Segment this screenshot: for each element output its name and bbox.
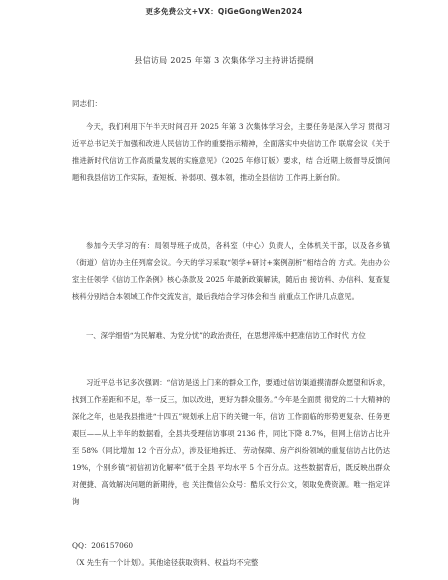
paragraph-attendees: 参加今天学习的有：局领导班子成员，各科室（中心）负责人，全体机关干部，以及各乡镇（街道）信访办主任列席会议。今天的学习采取“领学+研讨+案例剖析”相结合的 方式。先由办公室主任领学《信访工作条例》核心条款及 2025 年最新政策解读，随后由 接访科、办信科、复查复核科分别结合本领域工作作交流发言，最后我结合学习体会和当 前重点工作讲几点意见。 xyxy=(72,241,390,301)
salutation: 同志们： xyxy=(72,99,102,108)
document-title: 县信访局 2025 年第 3 次集体学习主持讲话提纲 xyxy=(134,56,314,65)
footer-note: （X 先生有一个计划）。其他途径获取资料、权益均不完整 xyxy=(72,558,259,567)
section-heading-1: 一、深学细悟“为民解难、为党分忧”的政治责任，在思想淬炼中把准信访工作时代 方位 xyxy=(86,331,366,340)
paragraph-section-1: 习近平总书记多次强调：“信访是送上门来的群众工作，要通过信访渠道摸清群众愿望和诉求，找到工作差距和不足，举一反三，加以改进，更好为群众服务。”今年是全面贯 彻党的二十大精神的深化之年，也是我县推进“十四五”规划承上启下的关键一年，信访 工作面临的形势更复杂、任务更艰巨——从上半年的数据看，全县共受理信访事项 2136 件，同比下降 8.7%，但网上信访占比升至 58%（同比增加 12 个百分点），涉及征地拆迁、 劳动保障、房产纠纷领域的重复信访占比仍达 19%，个别乡镇“初信初访化解率”低于全县 平均水平 5 个百分点。这些数据背后，既反映出群众对便捷、高效解决问题的新期待，也 关注微信公众号：酷乐文行公文，领取免费资源。唯一指定详询 xyxy=(72,378,390,506)
qq-contact: QQ：206157060 xyxy=(72,541,134,550)
promo-banner: 更多免费公文+VX：QiGeGongWen2024 xyxy=(145,7,303,16)
paragraph-intro: 今天，我们利用下午半天时间召开 2025 年第 3 次集体学习会，主要任务是深入学习 贯彻习近平总书记关于加强和改进人民信访工作的重要指示精神，全面落实中央信访工作 联席会议《关于推进新时代信访工作高质量发展的实施意见》（2025 年修订版）要求，结 合近期上级督导反馈问题和我县信访工作实际，查短板、补弱项、强本领，推动全县信访 工作再上新台阶。 xyxy=(72,122,390,182)
